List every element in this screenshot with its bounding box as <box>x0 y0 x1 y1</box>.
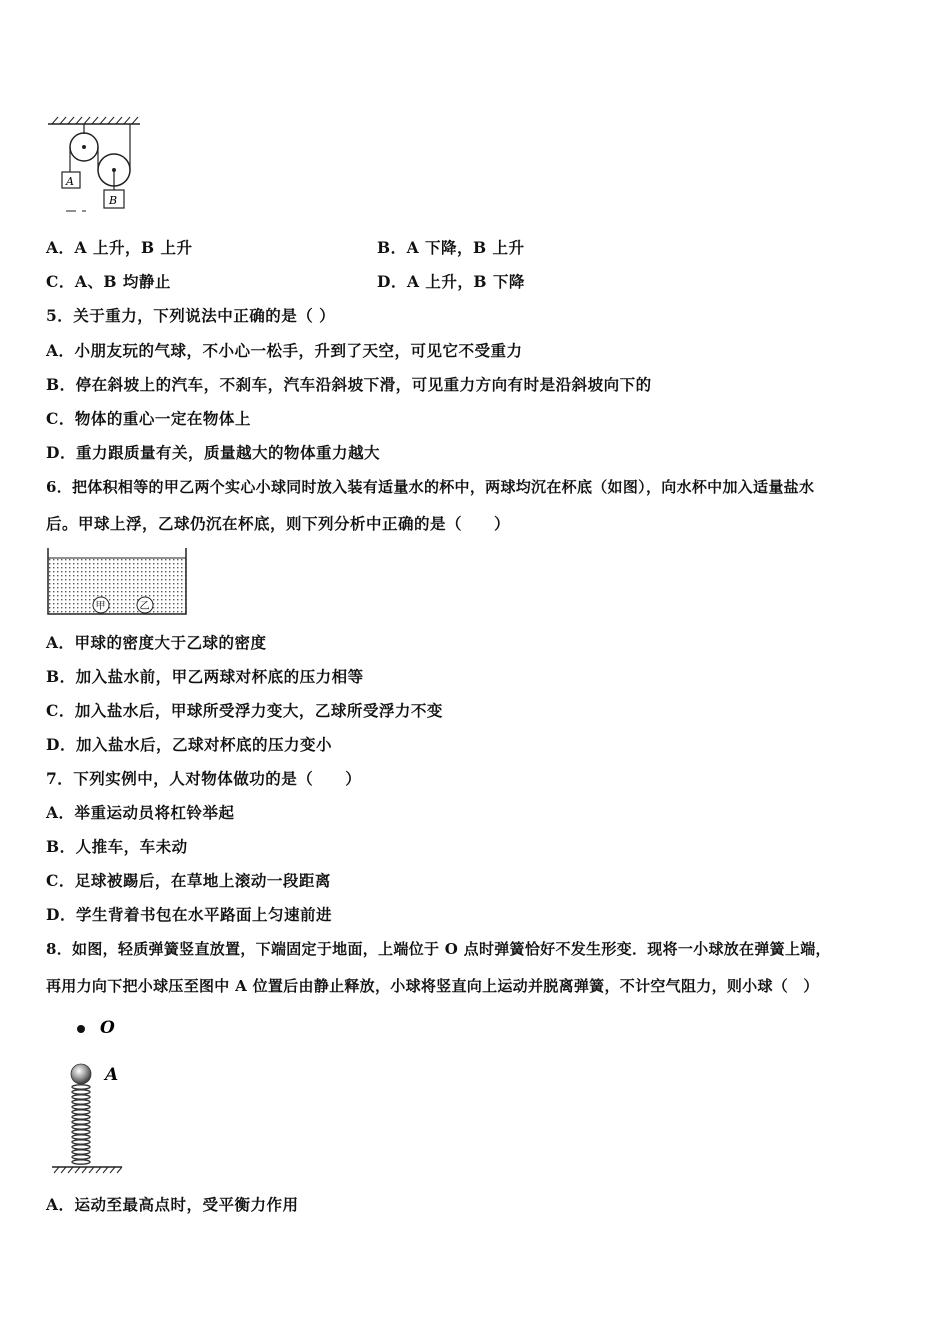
q7-option-c: C．足球被踢后，在草地上滚动一段距离 <box>46 871 331 890</box>
block-a-label: A <box>66 175 74 188</box>
q7-option-b: B．人推车，车未动 <box>46 837 188 856</box>
q5-stem: 5．关于重力，下列说法中正确的是（ ） <box>46 306 336 325</box>
q4-option-c: C．A、B 均静止 <box>46 272 171 291</box>
spring-figure <box>48 1012 138 1177</box>
ball-yi-label: 乙 <box>139 601 150 612</box>
q4-option-a: A．A 上升，B 上升 <box>46 238 193 257</box>
q5-option-a: A．小朋友玩的气球，不小心一松手，升到了天空，可见它不受重力 <box>46 341 523 360</box>
q4-option-b: B．A 下降，B 上升 <box>377 238 525 257</box>
q7-option-d: D．学生背着书包在水平路面上匀速前进 <box>46 905 332 924</box>
q5-option-d: D．重力跟质量有关，质量越大的物体重力越大 <box>46 443 380 462</box>
q6-stem-line1: 6．把体积相等的甲乙两个实心小球同时放入装有适量水的杯中，两球均沉在杯底（如图），向水杯中加入适量盐水 <box>46 478 815 496</box>
q8-stem-line2: 再用力向下把小球压至图中 A 位置后由静止释放，小球将竖直向上运动并脱离弹簧，不计空气阻力，则小球（ ） <box>46 977 819 995</box>
q6-option-c: C．加入盐水后，甲球所受浮力变大，乙球所受浮力不变 <box>46 701 443 720</box>
q5-option-b: B．停在斜坡上的汽车，不刹车，汽车沿斜坡下滑，可见重力方向有时是沿斜坡向下的 <box>46 375 652 394</box>
q8-stem-line1: 8．如图，轻质弹簧竖直放置，下端固定于地面，上端位于 O 点时弹簧恰好不发生形变．现将一小球放在弹簧上端， <box>46 940 831 958</box>
q6-option-a: A．甲球的密度大于乙球的密度 <box>46 633 267 652</box>
ball-jia-label: 甲 <box>95 601 106 612</box>
q4-option-d: D．A 上升，B 下降 <box>377 272 525 291</box>
q6-stem-line2: 后。甲球上浮，乙球仍沉在杯底，则下列分析中正确的是（ ） <box>46 514 511 533</box>
q8-option-a: A．运动至最高点时，受平衡力作用 <box>46 1195 299 1214</box>
block-b-label: B <box>109 194 118 207</box>
pulley-figure <box>44 112 144 217</box>
q6-option-d: D．加入盐水后，乙球对杯底的压力变小 <box>46 735 332 754</box>
point-o-label: O <box>100 1018 115 1038</box>
q7-stem: 7．下列实例中，人对物体做功的是（ ） <box>46 769 362 788</box>
q5-option-c: C．物体的重心一定在物体上 <box>46 409 251 428</box>
q6-option-b: B．加入盐水前，甲乙两球对杯底的压力相等 <box>46 667 364 686</box>
point-a-label: A <box>105 1065 119 1085</box>
q7-option-a: A．举重运动员将杠铃举起 <box>46 803 235 822</box>
cup-figure <box>44 546 190 618</box>
